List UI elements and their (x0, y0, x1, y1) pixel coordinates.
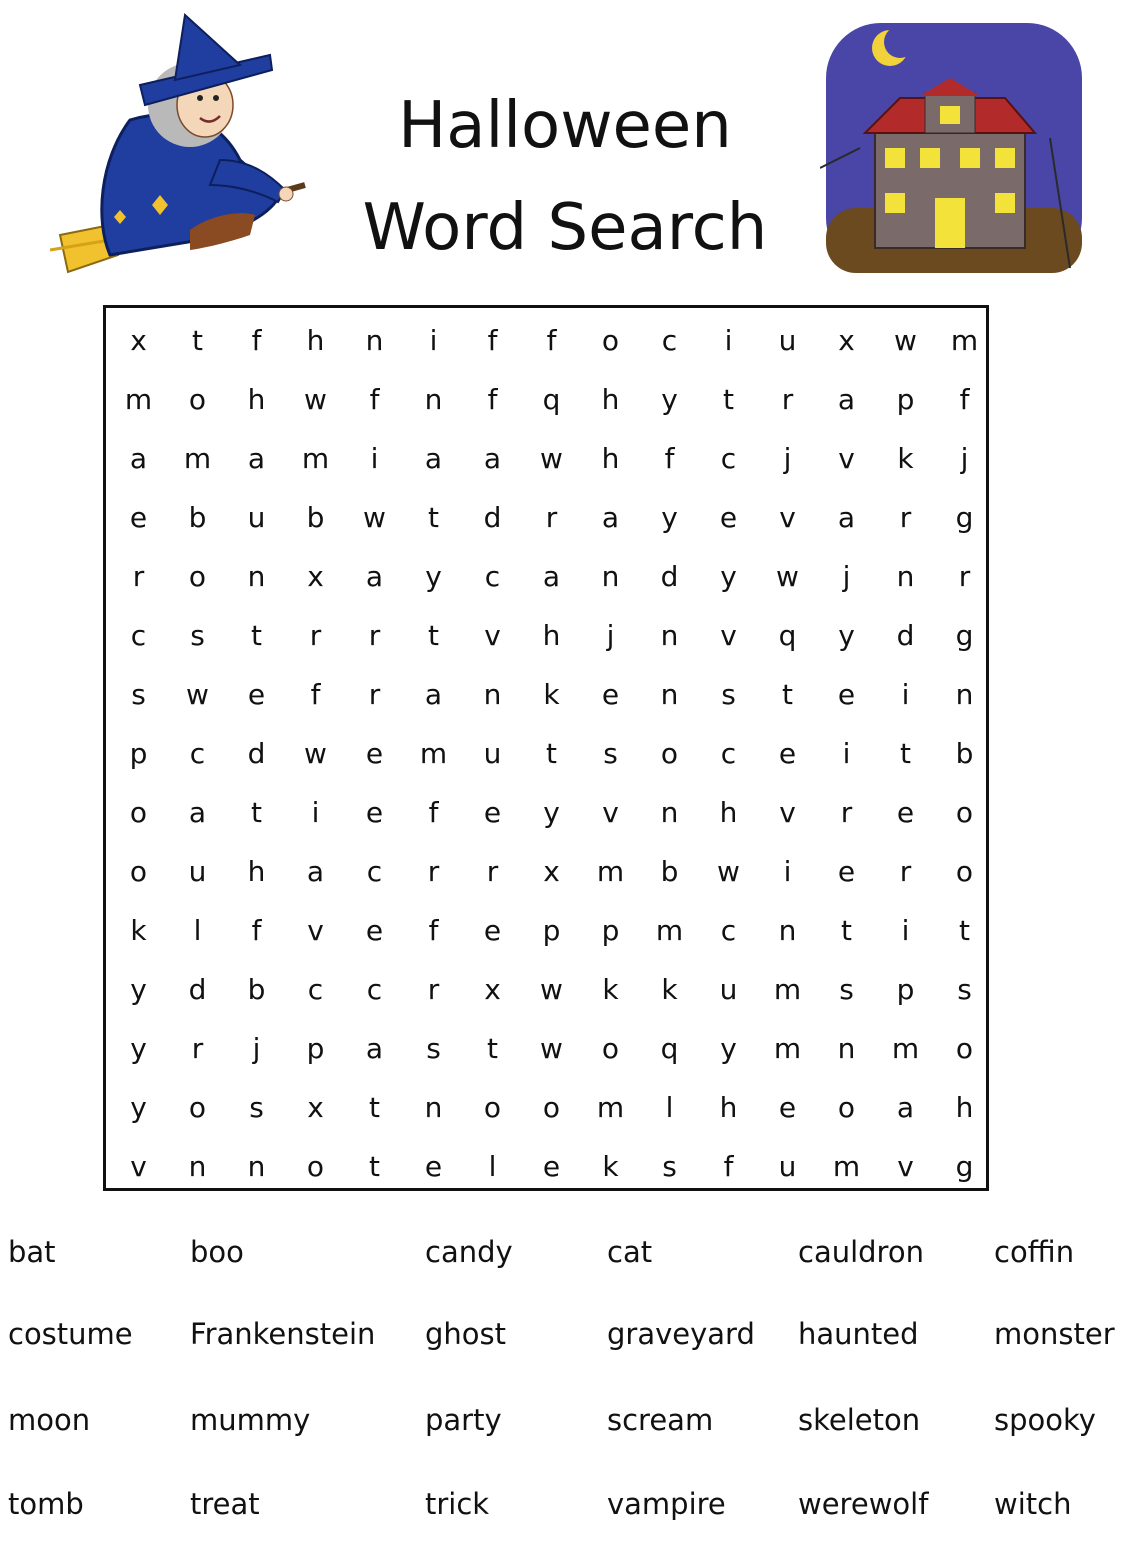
grid-letter: n (483, 678, 502, 711)
grid-letter: a (424, 678, 443, 711)
word-list-item: costume (8, 1317, 133, 1351)
grid-letter: v (838, 442, 855, 475)
word-list-item: spooky (994, 1403, 1096, 1437)
grid-letter: f (310, 678, 321, 711)
word-list-item: monster (994, 1317, 1115, 1351)
grid-letter: k (130, 914, 147, 947)
grid-letter: p (129, 737, 148, 770)
grid-letter: e (365, 914, 384, 947)
grid-letter: e (247, 678, 266, 711)
grid-letter: r (427, 973, 440, 1006)
grid-letter: o (306, 1150, 325, 1183)
grid-letter: q (778, 619, 797, 652)
grid-letter: r (368, 619, 381, 652)
grid-letter: c (189, 737, 206, 770)
grid-letter: i (370, 442, 379, 475)
grid-letter: a (247, 442, 266, 475)
grid-letter: t (251, 796, 262, 829)
grid-letter: w (304, 737, 327, 770)
grid-letter: o (129, 796, 148, 829)
grid-letter: k (543, 678, 560, 711)
grid-letter: x (838, 324, 855, 357)
grid-letter: y (130, 1032, 147, 1065)
word-list-item: Frankenstein (190, 1317, 376, 1351)
grid-letter: r (899, 855, 912, 888)
grid-letter: e (837, 855, 856, 888)
grid-letter: e (719, 501, 738, 534)
grid-letter: h (247, 383, 266, 416)
grid-letter: u (778, 1150, 797, 1183)
grid-letter: h (247, 855, 266, 888)
grid-letter: e (778, 737, 797, 770)
grid-letter: a (129, 442, 148, 475)
grid-letter: r (309, 619, 322, 652)
word-list-item: graveyard (607, 1317, 755, 1351)
grid-letter: e (601, 678, 620, 711)
grid-letter: x (307, 560, 324, 593)
grid-letter: a (365, 1032, 384, 1065)
grid-letter: u (188, 855, 207, 888)
grid-letter: u (778, 324, 797, 357)
grid-letter: e (365, 737, 384, 770)
grid-letter: y (838, 619, 855, 652)
word-list-item: bat (8, 1235, 56, 1269)
grid-letter: v (484, 619, 501, 652)
grid-letter: n (188, 1150, 207, 1183)
grid-letter: e (483, 914, 502, 947)
grid-letter: w (717, 855, 740, 888)
grid-letter: t (782, 678, 793, 711)
grid-letter: q (660, 1032, 679, 1065)
grid-letter: d (188, 973, 207, 1006)
grid-letter: o (483, 1091, 502, 1124)
grid-letter: p (896, 383, 915, 416)
word-list-item: candy (425, 1235, 513, 1269)
grid-letter: m (124, 383, 153, 416)
grid-letter: f (428, 796, 439, 829)
grid-letter: t (723, 383, 734, 416)
word-list-item: trick (425, 1487, 490, 1521)
grid-letter: v (720, 619, 737, 652)
grid-letter: f (369, 383, 380, 416)
grid-letter: t (251, 619, 262, 652)
grid-letter: r (781, 383, 794, 416)
grid-letter: h (542, 619, 561, 652)
grid-letter: l (193, 914, 202, 947)
grid-letter: s (839, 973, 854, 1006)
grid-letter: v (307, 914, 324, 947)
haunted-house-illustration (820, 18, 1088, 288)
word-list-item: moon (8, 1403, 91, 1437)
grid-letter: j (842, 560, 851, 593)
grid-letter: a (483, 442, 502, 475)
word-list (0, 1235, 1122, 1555)
grid-letter: y (661, 501, 678, 534)
grid-letter: s (721, 678, 736, 711)
grid-letter: t (900, 737, 911, 770)
grid-letter: v (779, 796, 796, 829)
grid-letter: a (837, 383, 856, 416)
grid-letter: f (251, 324, 262, 357)
grid-letter: r (958, 560, 971, 593)
grid-letter: c (720, 914, 737, 947)
grid-letter: m (301, 442, 330, 475)
grid-letter: m (832, 1150, 861, 1183)
grid-letter: n (247, 1150, 266, 1183)
grid-letter: l (665, 1091, 674, 1124)
word-list-item: skeleton (798, 1403, 921, 1437)
grid-letter: a (424, 442, 443, 475)
grid-letter: k (602, 973, 619, 1006)
grid-letter: n (837, 1032, 856, 1065)
grid-letter: b (955, 737, 974, 770)
grid-letter: t (428, 619, 439, 652)
grid-letter: c (366, 973, 383, 1006)
grid-letter: h (955, 1091, 974, 1124)
grid-letter: t (369, 1091, 380, 1124)
word-list-item: treat (190, 1487, 260, 1521)
grid-letter: m (596, 1091, 625, 1124)
grid-letter: n (778, 914, 797, 947)
grid-letter: o (129, 855, 148, 888)
grid-letter: l (488, 1150, 497, 1183)
grid-letter: s (662, 1150, 677, 1183)
grid-letter: n (601, 560, 620, 593)
grid-letter: u (719, 973, 738, 1006)
grid-letter: f (251, 914, 262, 947)
grid-letter: j (252, 1032, 261, 1065)
grid-letter: o (188, 383, 207, 416)
grid-letter: t (841, 914, 852, 947)
word-list-item: cat (607, 1235, 653, 1269)
grid-letter: r (545, 501, 558, 534)
grid-letter: p (542, 914, 561, 947)
grid-letter: n (247, 560, 266, 593)
word-list-item: scream (607, 1403, 714, 1437)
grid-letter: p (601, 914, 620, 947)
grid-letter: r (840, 796, 853, 829)
grid-letter: w (186, 678, 209, 711)
grid-letter: x (307, 1091, 324, 1124)
grid-letter: o (188, 1091, 207, 1124)
grid-letter: o (955, 1032, 974, 1065)
grid-letter: s (190, 619, 205, 652)
grid-letter: n (955, 678, 974, 711)
grid-letter: v (897, 1150, 914, 1183)
grid-letter: s (131, 678, 146, 711)
grid-letter: c (661, 324, 678, 357)
grid-letter: i (311, 796, 320, 829)
title-line-2: Word Search (362, 191, 768, 265)
grid-letter: n (365, 324, 384, 357)
grid-letter: m (950, 324, 979, 357)
grid-letter: n (660, 796, 679, 829)
grid-letter: t (546, 737, 557, 770)
grid-letter: v (602, 796, 619, 829)
word-search-grid (103, 305, 989, 1191)
grid-letter: d (660, 560, 679, 593)
grid-letter: f (487, 383, 498, 416)
grid-letter: b (660, 855, 679, 888)
grid-letter: p (306, 1032, 325, 1065)
word-list-item: haunted (798, 1317, 919, 1351)
word-list-item: party (425, 1403, 502, 1437)
grid-letter: w (540, 973, 563, 1006)
word-list-item: werewolf (798, 1487, 929, 1521)
grid-letter: m (891, 1032, 920, 1065)
grid-letter: n (660, 619, 679, 652)
grid-letter: r (368, 678, 381, 711)
grid-letter: q (542, 383, 561, 416)
grid-letter: n (424, 383, 443, 416)
word-list-item: coffin (994, 1235, 1075, 1269)
grid-letter: i (724, 324, 733, 357)
grid-letter: b (188, 501, 207, 534)
grid-letter: p (896, 973, 915, 1006)
grid-letter: y (720, 560, 737, 593)
grid-letter: c (484, 560, 501, 593)
grid-letter: t (428, 501, 439, 534)
grid-letter: o (188, 560, 207, 593)
grid-letter: w (304, 383, 327, 416)
grid-letter: a (188, 796, 207, 829)
grid-letter: y (543, 796, 560, 829)
grid-letter: a (601, 501, 620, 534)
grid-letter: r (899, 501, 912, 534)
grid-letter: m (183, 442, 212, 475)
grid-letter: k (897, 442, 914, 475)
title-line-1: Halloween (398, 89, 732, 163)
grid-letter: m (596, 855, 625, 888)
word-list-item: boo (190, 1235, 244, 1269)
grid-letter: c (720, 442, 737, 475)
grid-letter: h (306, 324, 325, 357)
grid-letter: y (130, 1091, 147, 1124)
grid-letter: o (542, 1091, 561, 1124)
grid-letter: e (129, 501, 148, 534)
grid-letter: f (428, 914, 439, 947)
grid-letter: r (486, 855, 499, 888)
grid-letter: r (191, 1032, 204, 1065)
grid-letter: a (837, 501, 856, 534)
grid-letter: y (720, 1032, 737, 1065)
grid-letter: h (601, 383, 620, 416)
grid-letter: s (426, 1032, 441, 1065)
grid-letter: a (365, 560, 384, 593)
page-title (330, 75, 800, 279)
grid-letter: e (837, 678, 856, 711)
grid-letter: w (776, 560, 799, 593)
grid-letter: e (778, 1091, 797, 1124)
grid-letter: g (955, 1150, 974, 1183)
grid-letter: c (720, 737, 737, 770)
grid-letter: m (655, 914, 684, 947)
grid-letter: k (661, 973, 678, 1006)
grid-letter: x (484, 973, 501, 1006)
grid-letter: i (842, 737, 851, 770)
grid-letter: a (306, 855, 325, 888)
grid-letter: b (306, 501, 325, 534)
grid-letter: o (601, 324, 620, 357)
grid-letter: c (307, 973, 324, 1006)
grid-letter: f (664, 442, 675, 475)
grid-letter: f (723, 1150, 734, 1183)
grid-letter: i (783, 855, 792, 888)
grid-letter: c (366, 855, 383, 888)
grid-letter: s (249, 1091, 264, 1124)
grid-letter: e (424, 1150, 443, 1183)
grid-letter: v (130, 1150, 147, 1183)
word-list-item: cauldron (798, 1235, 924, 1269)
grid-letter: v (779, 501, 796, 534)
grid-letter: a (896, 1091, 915, 1124)
grid-letter: f (959, 383, 970, 416)
grid-letter: s (603, 737, 618, 770)
grid-letter: e (483, 796, 502, 829)
grid-letter: d (483, 501, 502, 534)
grid-letter: c (130, 619, 147, 652)
grid-letter: n (660, 678, 679, 711)
word-list-item: witch (994, 1487, 1072, 1521)
grid-letter: n (896, 560, 915, 593)
grid-letter: h (719, 796, 738, 829)
grid-letter: u (483, 737, 502, 770)
grid-letter: o (837, 1091, 856, 1124)
grid-letter: o (660, 737, 679, 770)
grid-letter: u (247, 501, 266, 534)
grid-letter: t (959, 914, 970, 947)
grid-letter: j (606, 619, 615, 652)
grid-letter: i (429, 324, 438, 357)
grid-letter: b (247, 973, 266, 1006)
grid-letter: h (601, 442, 620, 475)
grid-letter: w (540, 1032, 563, 1065)
grid-letter: o (955, 855, 974, 888)
grid-letter: e (542, 1150, 561, 1183)
grid-letter: n (424, 1091, 443, 1124)
grid-letter: i (901, 678, 910, 711)
grid-letter: d (247, 737, 266, 770)
grid-letter: w (894, 324, 917, 357)
grid-letter: j (783, 442, 792, 475)
grid-letter: h (719, 1091, 738, 1124)
grid-letter: f (487, 324, 498, 357)
grid-letter: m (419, 737, 448, 770)
grid-letter: i (901, 914, 910, 947)
word-list-item: mummy (190, 1403, 311, 1437)
grid-letter: y (130, 973, 147, 1006)
grid-letter: r (132, 560, 145, 593)
grid-letter: k (602, 1150, 619, 1183)
grid-letter: d (896, 619, 915, 652)
word-list-item: ghost (425, 1317, 507, 1351)
grid-letter: w (363, 501, 386, 534)
grid-letter: j (960, 442, 969, 475)
grid-letter: t (369, 1150, 380, 1183)
grid-letter: g (955, 501, 974, 534)
grid-letter: x (543, 855, 560, 888)
grid-letter: a (542, 560, 561, 593)
word-list-item: tomb (8, 1487, 84, 1521)
grid-letter: y (661, 383, 678, 416)
grid-letter: r (427, 855, 440, 888)
grid-letter: x (130, 324, 147, 357)
grid-letter: t (192, 324, 203, 357)
grid-letter: e (896, 796, 915, 829)
witch-illustration (40, 10, 310, 280)
grid-letter: o (955, 796, 974, 829)
grid-letter: f (546, 324, 557, 357)
grid-letter: o (601, 1032, 620, 1065)
letter-grid (106, 308, 986, 1188)
grid-letter: e (365, 796, 384, 829)
grid-letter: m (773, 1032, 802, 1065)
grid-letter: y (425, 560, 442, 593)
grid-letter: s (957, 973, 972, 1006)
grid-letter: w (540, 442, 563, 475)
grid-letter: m (773, 973, 802, 1006)
grid-letter: t (487, 1032, 498, 1065)
grid-letter: g (955, 619, 974, 652)
word-list-item: vampire (607, 1487, 726, 1521)
